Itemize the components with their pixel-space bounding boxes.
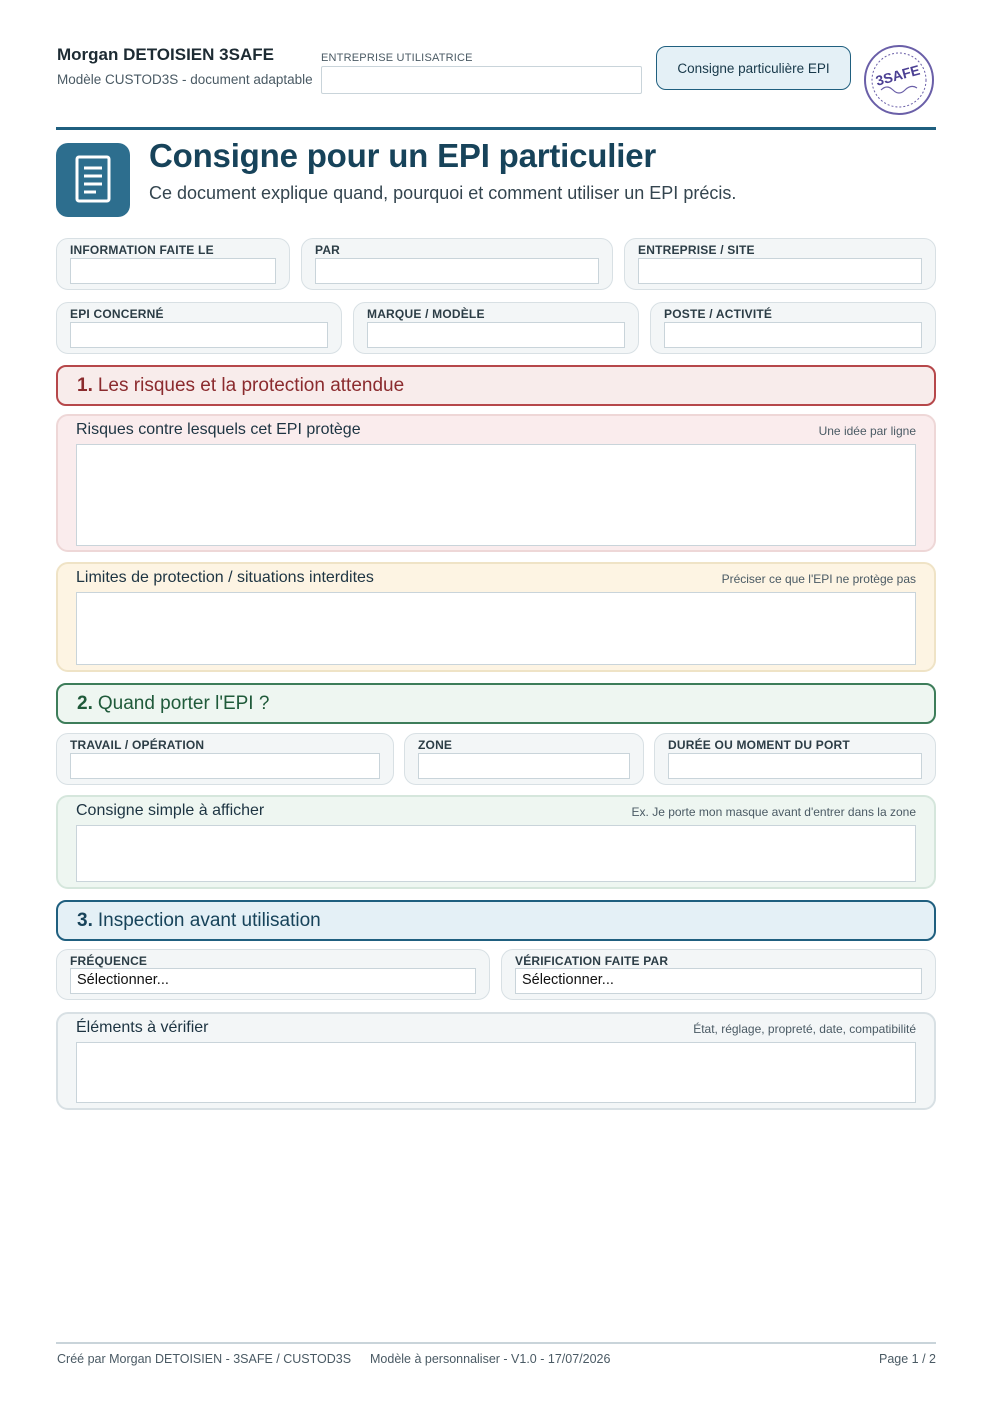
info-site-input[interactable] — [638, 258, 922, 284]
info-site-label: ENTREPRISE / SITE — [638, 243, 755, 257]
checked-by-card — [501, 949, 936, 1000]
info-by-label: PAR — [315, 243, 341, 257]
instruction-hint: Ex. Je porte mon masque avant d'entrer dans la zone — [631, 805, 916, 819]
footer-created-by: Créé par Morgan DETOISIEN - 3SAFE / CUSTOD3S — [57, 1352, 352, 1366]
info-by-input[interactable] — [315, 258, 599, 284]
info-date-card — [56, 238, 290, 290]
epi-card — [56, 302, 342, 354]
model-caption: Modèle CUSTOD3S - document adaptable — [57, 72, 313, 87]
duration-card — [654, 733, 936, 785]
info-date-label: INFORMATION FAITE LE — [70, 243, 214, 257]
items-label: Éléments à vérifier — [76, 1019, 209, 1036]
limits-panel — [56, 562, 936, 672]
section-2-header — [56, 683, 936, 724]
info-site-card — [624, 238, 936, 290]
brand-model-input[interactable] — [367, 322, 625, 348]
page-subtitle: Ce document explique quand, pourquoi et comment utiliser un EPI précis. — [149, 183, 737, 203]
frequency-card — [56, 949, 490, 1000]
frequency-label: FRÉQUENCE — [70, 954, 148, 968]
section-2-title: Quand porter l'EPI ? — [97, 692, 270, 714]
work-operation-label: TRAVAIL / OPÉRATION — [70, 738, 205, 752]
zone-label: ZONE — [418, 738, 453, 752]
limits-textarea[interactable] — [76, 592, 916, 665]
items-hint: État, réglage, propreté, date, compatibilité — [693, 1022, 916, 1036]
items-textarea[interactable] — [76, 1042, 916, 1103]
section-1-header — [56, 365, 936, 406]
stamp-text: 3SAFE — [873, 61, 922, 89]
zone-input[interactable] — [418, 753, 630, 779]
post-activity-input[interactable] — [664, 322, 922, 348]
post-activity-label: POSTE / ACTIVITÉ — [664, 307, 773, 321]
epi-input[interactable] — [70, 322, 328, 348]
work-operation-card — [56, 733, 394, 785]
instruction-label: Consigne simple à afficher — [76, 802, 265, 819]
risks-hint: Une idée par ligne — [818, 424, 916, 438]
brand-model-card — [353, 302, 639, 354]
risks-textarea[interactable] — [76, 444, 916, 546]
zone-card — [404, 733, 644, 785]
author-name: Morgan DETOISIEN 3SAFE — [57, 45, 274, 64]
document-type-badge: Consigne particulière EPI — [656, 46, 851, 90]
work-operation-input[interactable] — [70, 753, 380, 779]
page-title: Consigne pour un EPI particulier — [149, 137, 656, 174]
footer-page-number: Page 1 / 2 — [879, 1352, 936, 1366]
section-1-title: Les risques et la protection attendue — [97, 374, 405, 396]
risks-label: Risques contre lesquels cet EPI protège — [76, 421, 361, 438]
limits-hint: Préciser ce que l'EPI ne protège pas — [721, 572, 916, 586]
section-3-header — [56, 900, 936, 941]
info-by-card — [301, 238, 613, 290]
instruction-textarea[interactable] — [76, 825, 916, 882]
section-3-number: 3. — [77, 909, 93, 931]
footer-version: Modèle à personnaliser - V1.0 - 17/07/2026 — [370, 1352, 611, 1366]
header-divider — [56, 127, 936, 130]
duration-label: DURÉE OU MOMENT DU PORT — [668, 738, 850, 752]
company-stamp-logo — [863, 44, 935, 116]
checked-by-select[interactable]: Sélectionner... — [515, 968, 922, 994]
instruction-panel — [56, 795, 936, 889]
info-date-input[interactable] — [70, 258, 276, 284]
limits-label: Limites de protection / situations interdites — [76, 569, 374, 586]
company-label: ENTREPRISE UTILISATRICE — [321, 52, 473, 64]
checked-by-label: VÉRIFICATION FAITE PAR — [515, 954, 669, 968]
post-activity-card — [650, 302, 936, 354]
section-1-number: 1. — [77, 374, 93, 396]
duration-input[interactable] — [668, 753, 922, 779]
section-2-number: 2. — [77, 692, 93, 714]
epi-label: EPI CONCERNÉ — [70, 307, 164, 321]
risks-panel — [56, 414, 936, 552]
company-input[interactable] — [321, 66, 642, 94]
items-panel — [56, 1012, 936, 1110]
footer-divider — [56, 1342, 936, 1344]
frequency-select[interactable]: Sélectionner... — [70, 968, 476, 994]
section-3-title: Inspection avant utilisation — [97, 909, 321, 931]
brand-model-label: MARQUE / MODÈLE — [367, 307, 485, 321]
document-icon — [56, 143, 130, 217]
